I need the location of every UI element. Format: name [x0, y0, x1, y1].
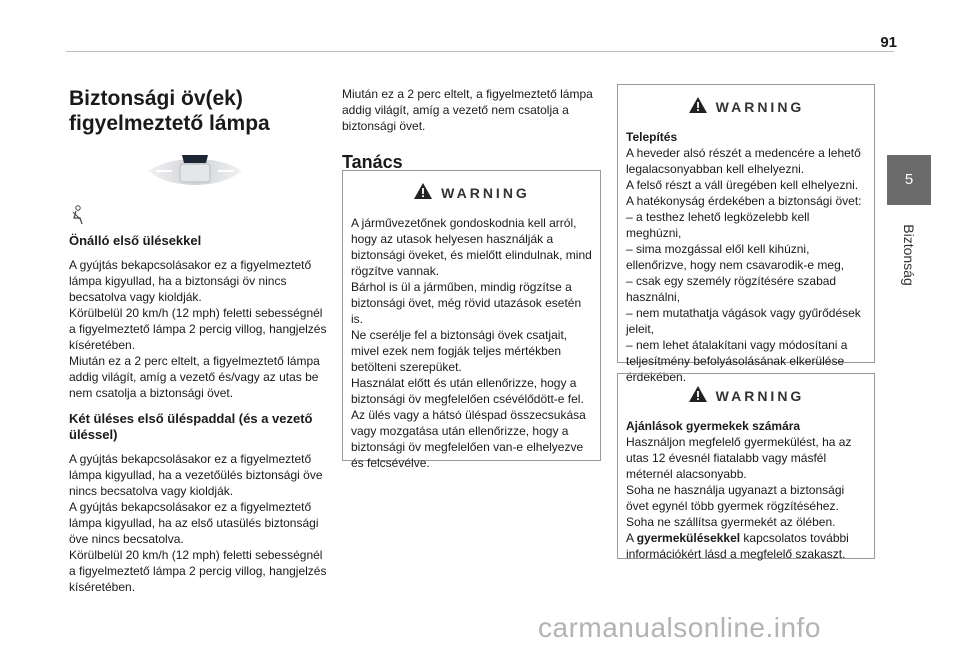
watermark: carmanualsonline.info	[538, 612, 821, 643]
section-heading: Két üléses első üléspaddal (és a vezető üléssel)	[69, 411, 313, 442]
warning-reference: A gyermekülésekkel kapcsolatos további információkért lásd a megfelelő szakaszt.	[626, 531, 849, 561]
intro-text: Miután ez a 2 perc eltelt, a figyelmeztető lámpa addig világít, amíg a vezető nem csatolja a biztonsági övet.	[342, 87, 593, 133]
warning-heading: Ajánlások gyermekek számára	[626, 419, 801, 433]
warning-icon	[688, 385, 708, 408]
chapter-label: Biztonság	[901, 224, 917, 286]
warning-box	[617, 84, 875, 384]
section-text: A gyújtás bekapcsolásakor ez a figyelmeztető lámpa kigyullad, ha a biztonsági öv nincs becsatolva vagy kioldják. Körülbelül 20 km/h (12 mph) feletti sebességnél a figyelmeztető lámpa 2 percig villog, hangjelzés kíséretében. Miután ez a 2 perc eltelt, a figyelmeztető lámpa addig világít, amíg a vezető és/vagy az utas be nem csatolja a biztonsági övet.	[69, 258, 327, 400]
warning-heading: Telepítés	[626, 130, 678, 144]
left-column	[69, 86, 331, 595]
page-title: Biztonsági öv(ek) figyelmeztető lámpa	[69, 87, 270, 135]
seatbelt-icon	[69, 205, 85, 225]
header-rule	[66, 51, 894, 52]
page-number: 91	[880, 34, 897, 51]
advice-heading: Tanács	[342, 152, 403, 172]
middle-column	[342, 86, 600, 173]
warning-box	[342, 170, 601, 470]
warning-content	[626, 418, 866, 562]
warning-text: A járművezetőnek gondoskodnia kell arról, hogy az utasok helyesen használják a biztonsági öveket, és mielőtt elindulnak, mind rögzítve vannak. Bárhol is ül a járműben, mindig rögzítse a biztonsági övet, még rövid utazások esetén is. Ne cserélje fel a biztonsági övek csatjait, mivel ezek nem fogják teljes mértékben betölteni szerepüket. Használat előtt és után ellenőrizze, hogy a biztonsági öv megfelelően csévélődött-e fel. Az ülés vagy a hátsó üléspad összecsukása vagy mozgatása után ellenőrizze, hogy a biztonsági öv megfelelően van-e elhelyezve és felcsévélve.	[351, 216, 592, 470]
warning-content	[626, 129, 866, 385]
warning-title: WARNING	[441, 185, 530, 201]
dashboard-icon	[146, 151, 244, 189]
warning-box	[617, 373, 875, 559]
warning-icon	[413, 182, 433, 205]
warning-title: WARNING	[715, 388, 805, 404]
section-text: A gyújtás bekapcsolásakor ez a figyelmeztető lámpa kigyullad, ha a vezetőülés biztonsági öve nincs becsatolva vagy kioldják. A gyújtás bekapcsolásakor ez a figyelmeztető lámpa kigyullad, ha az első utasülés biztonsági öve nincs becsatolva. Körülbelül 20 km/h (12 mph) feletti sebességnél a figyelmeztető lámpa 2 percig villog, hangjelzés kíséretében.	[69, 452, 327, 594]
warning-text: Használjon megfelelő gyermekülést, ha az utas 12 évesnél fiatalabb vagy másfél méternél alacsonyabb. Soha ne használja ugyanazt a biztonsági övet egynél több gyermek rögzítéséhez. Soha ne szállítsa gyermekét az ölében.	[626, 435, 852, 529]
warning-text: A heveder alsó részét a medencére a lehető legalacsonyabban kell elhelyezni. A felső részt a váll üregében kell elhelyezni. A hatékonyság érdekében a biztonsági övet: – a testhez lehető legközelebb kell meghúzni, – sima mozgással elől kell kihúzni, ellenőrizve, hogy nem csavarodik-e meg, – csak egy személy rögzítésére szabad használni, – nem mutathatja vágások vagy gyűrődések jeleit, – nem lehet átalakítani vagy módosítani a teljesítmény befolyásolásának elkerülése érdekében.	[626, 146, 862, 384]
section-heading: Önálló első ülésekkel	[69, 233, 202, 248]
warning-icon	[688, 96, 708, 119]
chapter-tab[interactable]: 5	[887, 155, 931, 205]
warning-title: WARNING	[715, 99, 805, 115]
